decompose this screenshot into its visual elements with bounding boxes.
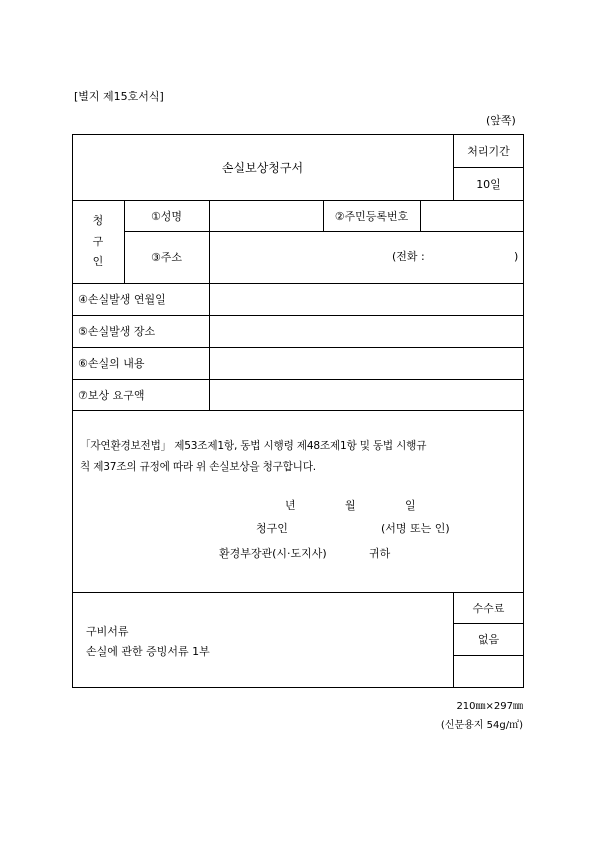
page-side-label: (앞쪽): [486, 114, 516, 127]
fee-value: 없음: [477, 633, 500, 646]
compensation-amount-label: ⑦보상 요구액: [78, 388, 145, 402]
phone-field[interactable]: [436, 246, 512, 266]
claimant-char-3: 인: [92, 255, 104, 268]
resident-number-field[interactable]: [421, 201, 526, 231]
address-field[interactable]: [212, 232, 387, 282]
name-label: ①성명: [150, 209, 183, 223]
loss-date-field[interactable]: [210, 284, 526, 315]
loss-date-label: ④손실발생 연월일: [78, 293, 166, 306]
resident-number-label: ②주민등록번호: [334, 209, 409, 223]
form-reference: [별지 제15호서식]: [74, 90, 164, 103]
recipient: 환경부장관(시·도지사): [219, 547, 327, 560]
required-documents-label: 구비서류: [86, 625, 129, 638]
loss-content-label: ⑥손실의 내용: [78, 357, 145, 370]
address-label: ③주소: [150, 251, 183, 264]
recipient-honorific: 귀하: [369, 547, 391, 560]
loss-content-field[interactable]: [210, 348, 526, 379]
signer-label: 청구인: [256, 522, 288, 535]
date-month-label: 월: [345, 499, 356, 512]
compensation-amount-field[interactable]: [210, 380, 526, 410]
fee-label: 수수료: [472, 601, 505, 615]
statement-line-2: 칙 제37조의 규정에 따라 위 손실보상을 청구합니다.: [80, 461, 316, 473]
statement-line-1: 「자연환경보전법」 제53조제1항, 동법 시행령 제48조제1항 및 동법 시행규: [80, 440, 427, 452]
phone-close-paren: ): [514, 249, 519, 263]
paper-size: 210㎜×297㎜: [456, 701, 523, 712]
date-day-label: 일: [405, 499, 416, 512]
form-title: 손실보상청구서: [221, 160, 304, 175]
loss-place-label: ⑤손실발생 장소: [78, 325, 156, 338]
claimant-char-1: 청: [92, 214, 104, 227]
loss-place-field[interactable]: [210, 316, 526, 347]
paper-type: (신문용지 54g/㎡): [440, 720, 523, 731]
claimant-section-label: [72, 200, 124, 283]
phone-label: (전화 :: [392, 250, 425, 263]
date-year-label: 년: [285, 499, 296, 512]
signature-note: (서명 또는 인): [381, 522, 450, 535]
name-field[interactable]: [210, 201, 326, 231]
processing-period-label: 처리기간: [467, 144, 510, 158]
claimant-char-2: 구: [92, 235, 104, 248]
required-documents-item: 손실에 관한 증빙서류 1부: [86, 645, 210, 658]
processing-period-value: 10일: [476, 177, 501, 191]
